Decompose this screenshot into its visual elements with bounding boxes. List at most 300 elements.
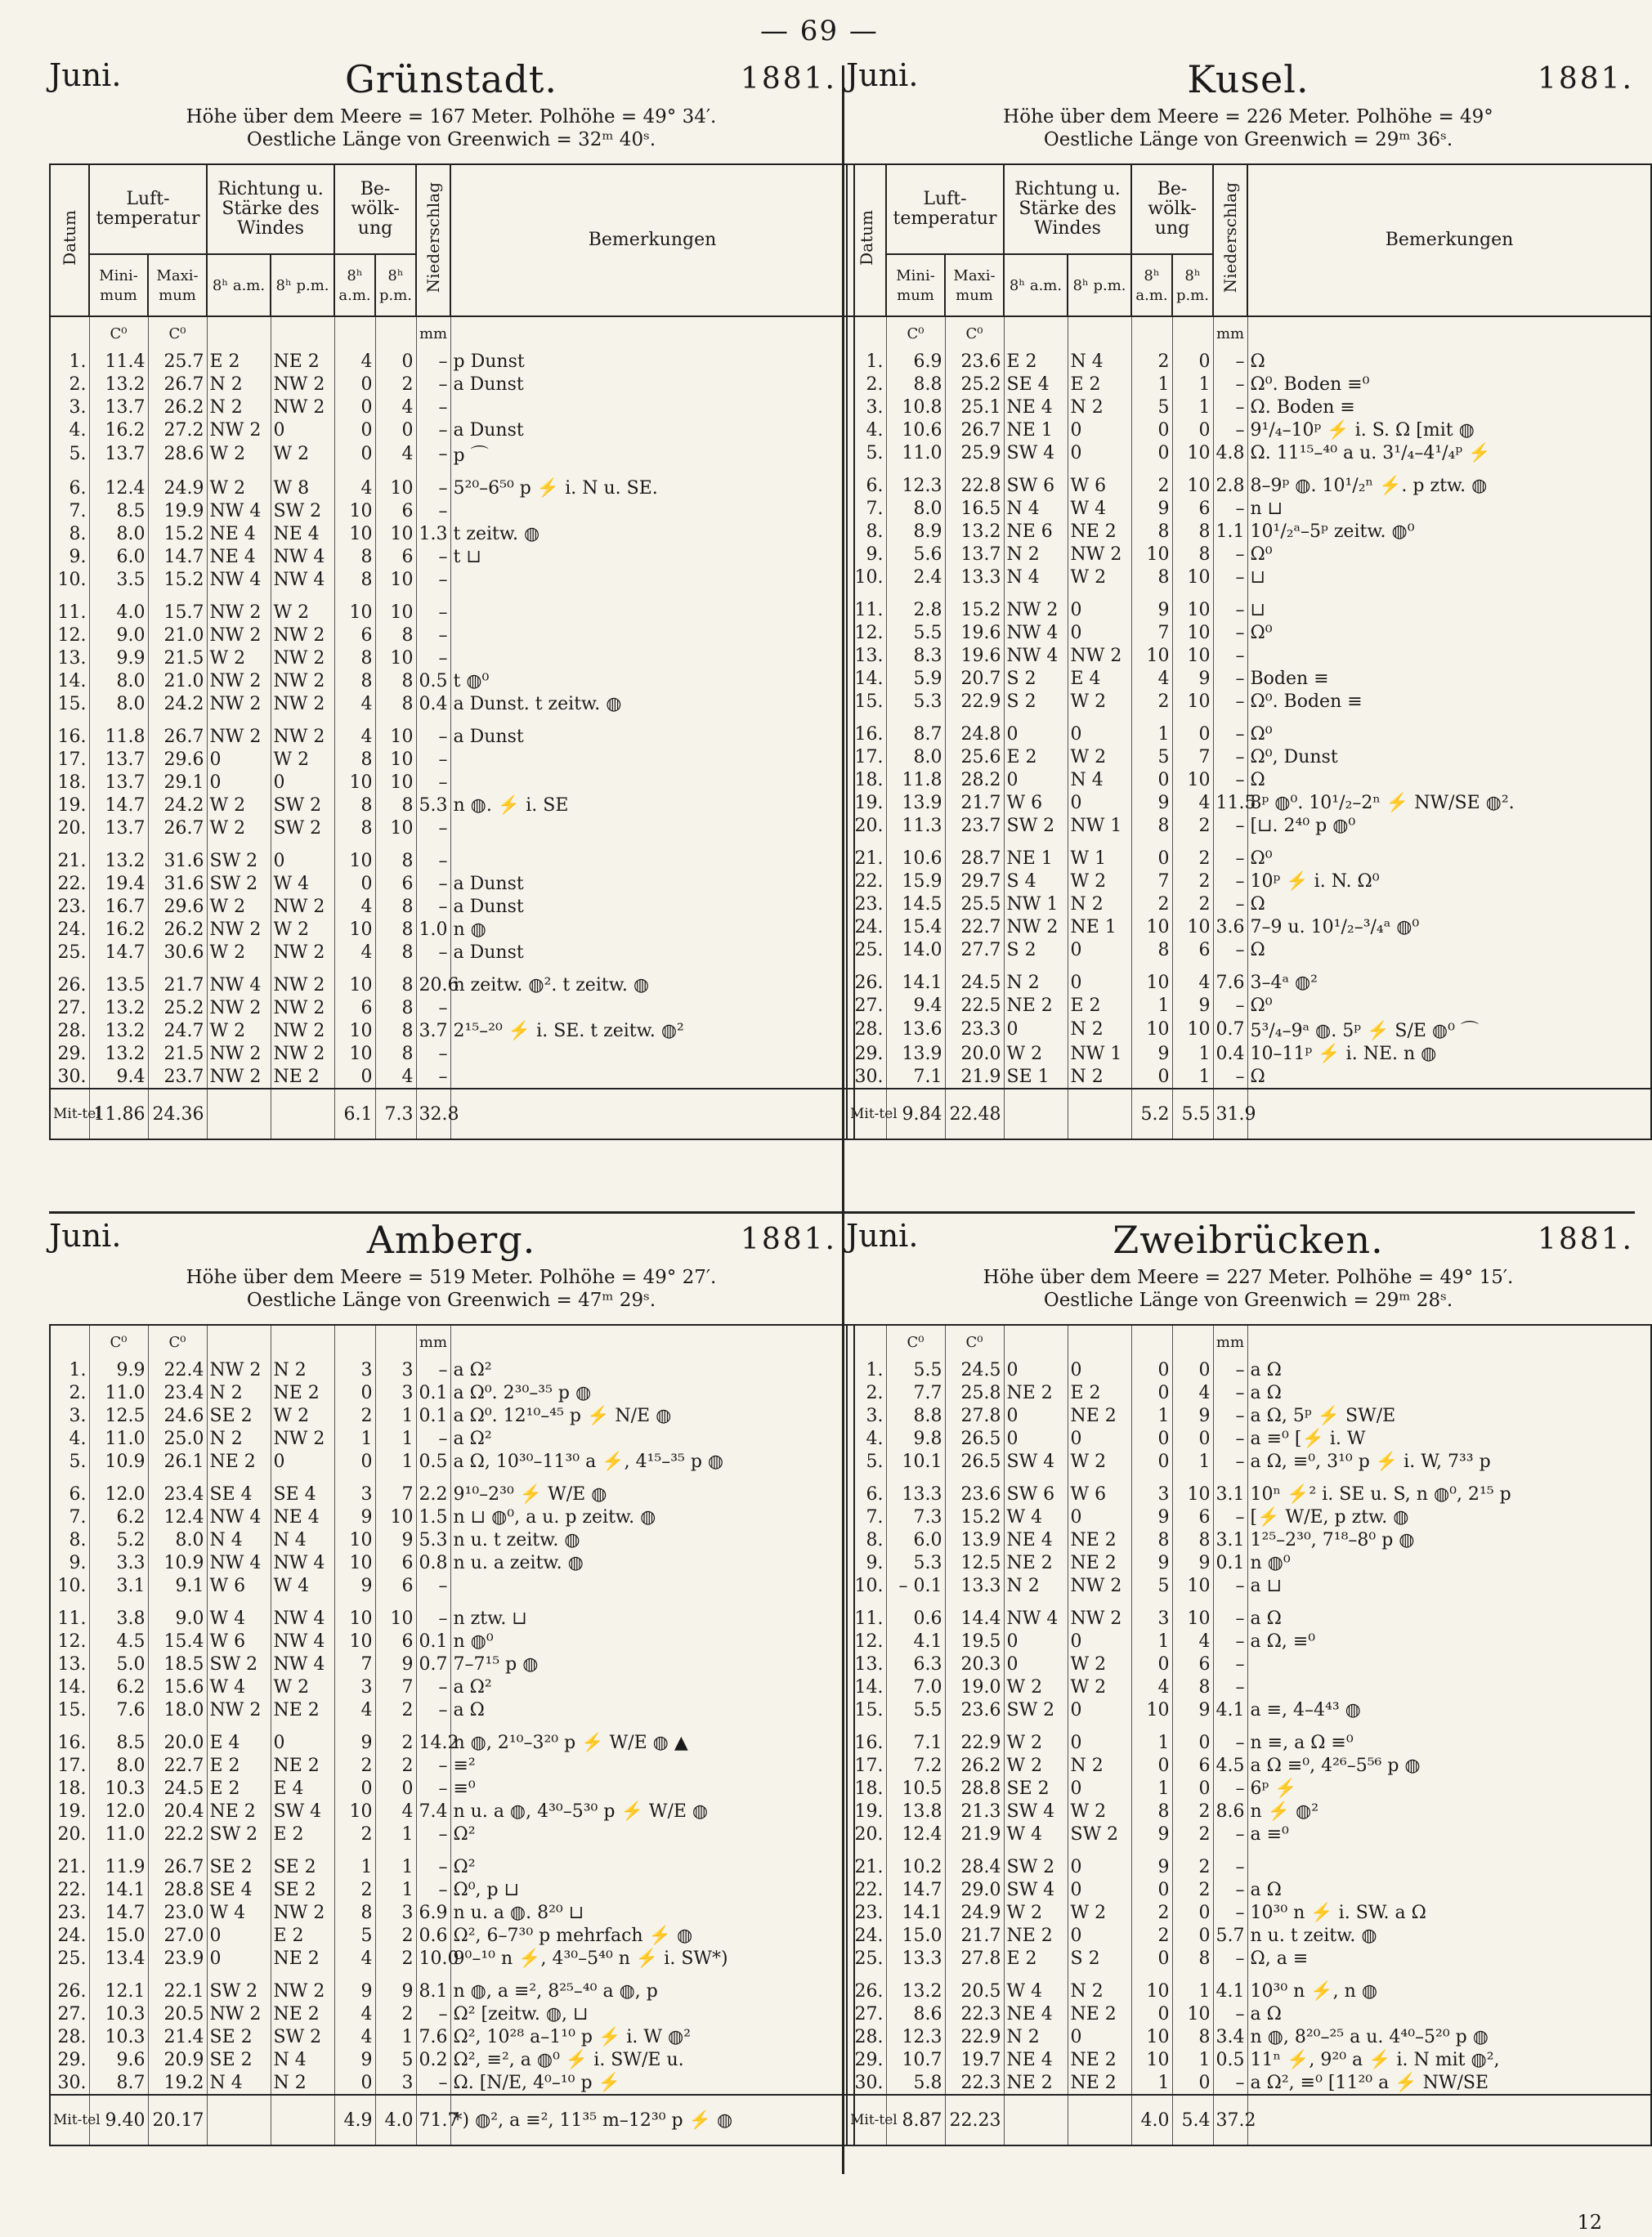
table-cell: 0 (1068, 723, 1131, 745)
table-cell: 2 (1172, 1823, 1213, 1846)
table-row (847, 1042, 1651, 1065)
table-cell (450, 568, 854, 591)
table-cell: – (1213, 2002, 1247, 2025)
table-cell: 0.1 (1213, 1551, 1247, 1574)
table-cell: NE 4 (271, 1506, 334, 1528)
unit-cell (1004, 1325, 1068, 1358)
gap-cell (1068, 1473, 1131, 1483)
table-cell: 21. (854, 848, 884, 869)
table-cell: W 2 (207, 646, 271, 669)
table-cell: 2.2 (416, 1483, 450, 1506)
table-cell: t zeitw. ◍ (450, 522, 854, 545)
table-cell: NW 2 (207, 669, 271, 692)
table-cell: SE 2 (271, 1878, 334, 1901)
table-cell: 22.2 (148, 1823, 207, 1846)
table-row (50, 350, 854, 373)
table-cell: 27.2 (148, 418, 207, 441)
gap-cell (450, 964, 854, 973)
table-cell: W 4 (1004, 1506, 1068, 1528)
table-cell: 0 (1068, 1924, 1131, 1947)
table-cell: 10.9 (89, 1450, 148, 1473)
table-cell: – (416, 748, 450, 771)
table-cell: 10 (1172, 1483, 1213, 1506)
table-cell: 30. (854, 1066, 884, 1087)
table-cell: 3 (375, 1381, 416, 1404)
table-cell: 10 (375, 725, 416, 748)
table-cell: NW 2 (207, 918, 271, 941)
table-cell: W 4 (1004, 1823, 1068, 1846)
table-cell: 5.6 (886, 543, 945, 566)
table-row (847, 1574, 1651, 1597)
table-cell: 1. (69, 1359, 87, 1380)
table-cell: 7.0 (886, 1676, 945, 1698)
header-wind-text: Richtung u. Stärke des Windes (217, 178, 324, 239)
table-cell: 4.1 (1213, 1698, 1247, 1721)
table-cell: 24.8 (945, 723, 1004, 745)
table-cell: 13.5 (89, 973, 148, 996)
table-cell: – (1213, 768, 1247, 791)
table-row (50, 1042, 854, 1065)
table-cell: 0 (1068, 1731, 1131, 1754)
table-cell: n ⚡ ◍² (1247, 1800, 1651, 1823)
table-cell: 28. (854, 2026, 884, 2047)
table-cell: 19. (854, 1801, 884, 1822)
table-cell: E 2 (271, 1924, 334, 1947)
table-cell: Ω⁰ (1247, 621, 1651, 644)
table-row (50, 1980, 854, 2002)
table-cell: NW 2 (207, 418, 271, 441)
table-cell: a Ω², ≡⁰ [11²⁰ a ⚡ NW/SE (1247, 2071, 1651, 2095)
table-cell: 8.9 (886, 520, 945, 543)
table-cell: – (1213, 1855, 1247, 1878)
gap-cell (945, 1473, 1004, 1483)
header-min-text: Mini-mum (896, 266, 935, 304)
table-cell: 8.0 (89, 522, 148, 545)
gap-cell (271, 591, 334, 601)
table-cell: 6.9 (416, 1901, 450, 1924)
table-cell: 8 (375, 895, 416, 918)
table-cell: – (1213, 350, 1247, 373)
table-row (50, 794, 854, 817)
table-cell: 0 (1131, 441, 1172, 464)
gap-cell (1213, 464, 1247, 474)
gap-row (50, 839, 854, 849)
unit-cell (50, 316, 89, 350)
table-cell: 27. (57, 2003, 87, 2024)
gap-cell (1068, 1721, 1131, 1731)
station-name: Amberg. (366, 1218, 536, 1262)
table-cell: 10 (1172, 1574, 1213, 1597)
table-cell: – (1213, 543, 1247, 566)
table-cell: 18. (57, 1778, 87, 1799)
table-cell: 5²⁰–6⁵⁰ p ⚡ i. N u. SE. (450, 476, 854, 499)
table-cell: – (416, 350, 450, 373)
table-cell: 13.9 (945, 1528, 1004, 1551)
table-cell: NE 4 (1004, 396, 1068, 418)
table-cell: E 2 (271, 1823, 334, 1846)
header-bew-pm-text: 8ʰ p.m. (1175, 266, 1210, 304)
table-cell: – (416, 624, 450, 646)
table-cell: SW 2 (1004, 1698, 1068, 1721)
table-cell: 15.2 (945, 598, 1004, 621)
table-cell: W 2 (207, 794, 271, 817)
table-cell: 10ⁿ ⚡² i. SE u. S, n ◍⁰, 2¹⁵ p (1247, 1483, 1651, 1506)
table-cell: 16. (854, 1732, 884, 1753)
gap-cell (847, 837, 886, 847)
table-cell: SW 6 (1004, 474, 1068, 497)
gap-cell (148, 839, 207, 849)
table-cell: 10 (1131, 1698, 1172, 1721)
table-cell: SW 4 (1004, 441, 1068, 464)
table-cell: Ω (1247, 938, 1651, 961)
table-cell: NW 2 (271, 1901, 334, 1924)
table-cell: SW 2 (207, 1653, 271, 1676)
table-cell: 2.8 (1213, 474, 1247, 497)
table-cell: 20. (854, 1823, 884, 1845)
header-bem (1247, 164, 1651, 316)
table-cell: 26.2 (148, 918, 207, 941)
table-row (847, 1800, 1651, 1823)
table-cell: – (1213, 1823, 1247, 1846)
table-cell: – (1213, 1506, 1247, 1528)
header-wind-pm (271, 254, 334, 316)
table-cell: N 4 (271, 1528, 334, 1551)
table-cell: 28.8 (945, 1777, 1004, 1800)
table-cell: 24.2 (148, 794, 207, 817)
table-cell: 0 (1131, 847, 1172, 870)
gap-cell (847, 588, 886, 598)
table-cell: SE 4 (207, 1483, 271, 1506)
gap-cell (1213, 1721, 1247, 1731)
gap-row (50, 715, 854, 725)
table-row (847, 1506, 1651, 1528)
table-row (50, 568, 854, 591)
table-cell: – (416, 872, 450, 895)
table-cell: 0 (1004, 1358, 1068, 1381)
year-label: 1881. (1537, 62, 1634, 96)
table-cell: W 1 (1068, 847, 1131, 870)
table-cell: 12.4 (886, 1823, 945, 1846)
table-cell: 8.0 (89, 1754, 148, 1777)
table-cell: 15.7 (148, 601, 207, 624)
table-cell: 14.1 (89, 1878, 148, 1901)
table-cell: 10 (334, 522, 375, 545)
table-cell: W 4 (207, 1676, 271, 1698)
table-cell: 26.7 (945, 418, 1004, 441)
table-cell: 8 (375, 973, 416, 996)
table-row (50, 1754, 854, 1777)
gap-cell (1247, 1597, 1651, 1607)
table-row (847, 1823, 1651, 1846)
table-cell: 0 (1004, 1630, 1068, 1653)
table-cell: 29.0 (945, 1878, 1004, 1901)
table-cell: 0 (334, 373, 375, 396)
station-name: Kusel. (1187, 57, 1310, 101)
table-cell: – (1213, 1630, 1247, 1653)
table-cell: 15.4 (148, 1630, 207, 1653)
table-cell: 4. (866, 1428, 884, 1449)
table-cell: 6 (375, 872, 416, 895)
table-cell: 9 (375, 1980, 416, 2002)
table-row (50, 1404, 854, 1427)
table-cell: 8.0 (886, 497, 945, 520)
table-cell: 2 (375, 1947, 416, 1970)
table-cell: 29.6 (148, 895, 207, 918)
gap-cell (207, 1473, 271, 1483)
table-cell: E 4 (207, 1731, 271, 1754)
table-cell: 20.9 (148, 2048, 207, 2071)
gap-cell (1004, 1970, 1068, 1980)
table-cell: a Ω, ≡⁰ (1247, 1630, 1651, 1653)
table-cell: n ztw. ⊔ (450, 1607, 854, 1630)
table-cell: SE 2 (207, 2025, 271, 2048)
gap-cell (945, 1721, 1004, 1731)
table-cell: ⊔ (1247, 566, 1651, 588)
gap-cell (416, 1970, 450, 1980)
table-cell: 19. (57, 794, 87, 816)
table-cell: 3.5 (89, 568, 148, 591)
gap-cell (148, 1970, 207, 1980)
table-cell: SW 2 (207, 1980, 271, 2002)
table-cell: 14. (854, 1676, 884, 1698)
table-cell: 8.0 (89, 692, 148, 715)
table-cell: E 2 (1004, 350, 1068, 373)
table-cell: 25.0 (148, 1427, 207, 1450)
unit-cell: C⁰ (148, 1325, 207, 1358)
header-nieder-text: Niederschlag (1220, 182, 1241, 293)
gap-cell (1213, 837, 1247, 847)
table-row (50, 1800, 854, 1823)
gap-cell (1131, 713, 1172, 723)
gap-row (847, 588, 1651, 598)
table-cell: 3 (334, 1483, 375, 1506)
table-cell: 2 (375, 2002, 416, 2025)
table-cell: 14.1 (886, 1901, 945, 1924)
table-cell: 19.7 (945, 2048, 1004, 2071)
table-cell: S 2 (1004, 667, 1068, 690)
table-cell: 12.0 (89, 1483, 148, 1506)
table-cell: 10 (334, 973, 375, 996)
gap-cell (271, 1473, 334, 1483)
table-cell: W 8 (271, 476, 334, 499)
table-cell: 14.7 (89, 794, 148, 817)
header-wind-am-text: 8ʰ a.m. (212, 276, 266, 294)
table-cell: 3.1 (89, 1574, 148, 1597)
table-cell: – (416, 646, 450, 669)
table-cell: 26.5 (945, 1450, 1004, 1473)
table-cell: – (416, 725, 450, 748)
table-cell: 23. (57, 896, 87, 917)
table-cell: 9 (1131, 1042, 1172, 1065)
table-cell: 5.5 (886, 621, 945, 644)
table-cell: 10 (1172, 566, 1213, 588)
table-row (50, 373, 854, 396)
table-cell: 0 (1068, 938, 1131, 961)
table-cell: 11.8 (89, 725, 148, 748)
header-max-text: Maxi-mum (156, 266, 199, 304)
table-cell: NE 6 (1004, 520, 1068, 543)
gap-cell (886, 1846, 945, 1855)
table-cell (450, 1574, 854, 1597)
table-cell: 2 (375, 1731, 416, 1754)
table-cell: 8.5 (89, 1731, 148, 1754)
header-datum-text: Datum (60, 209, 79, 266)
table-cell: 5.3 (886, 690, 945, 713)
table-cell: 6 (1172, 1754, 1213, 1777)
table-cell: SW 4 (1004, 1878, 1068, 1901)
gap-cell (375, 1473, 416, 1483)
table-cell: 10.6 (886, 418, 945, 441)
table-cell: NW 2 (1004, 915, 1068, 938)
table-cell: – (416, 441, 450, 467)
table-cell: 2 (1131, 350, 1172, 373)
table-cell: 8. (866, 1529, 884, 1550)
table-cell: 13.7 (89, 817, 148, 839)
table-cell: n ◍. ⚡ i. SE (450, 794, 854, 817)
table-cell: 6 (1172, 1653, 1213, 1676)
table-row (50, 418, 854, 441)
gap-cell (334, 1721, 375, 1731)
mittel-cell: 11.86 (89, 1089, 148, 1139)
table-cell: 10 (334, 499, 375, 522)
gap-cell (945, 1970, 1004, 1980)
table-cell: NE 2 (1068, 1551, 1131, 1574)
table-cell: 11. (854, 599, 884, 620)
table-row (847, 373, 1651, 396)
table-cell: a ≡⁰ (1247, 1823, 1651, 1846)
table-cell: 8 (375, 692, 416, 715)
table-cell: 23.6 (945, 1698, 1004, 1721)
table-cell: 13.2 (89, 996, 148, 1019)
gap-cell (1213, 1597, 1247, 1607)
station-name: Zweibrücken. (1113, 1218, 1384, 1262)
gap-cell (945, 713, 1004, 723)
mittel-cell (1068, 1089, 1131, 1139)
table-row (50, 973, 854, 996)
table-cell: 3–4ᵃ ◍² (1247, 971, 1651, 994)
table-cell: t ⊔ (450, 545, 854, 568)
units-row (50, 1325, 854, 1358)
table-cell: 13.9 (886, 1042, 945, 1065)
table-cell: NE 2 (271, 2002, 334, 2025)
gap-cell (375, 467, 416, 476)
table-cell: 3.3 (89, 1551, 148, 1574)
gap-cell (50, 1597, 89, 1607)
table-cell: 10. (854, 1575, 884, 1596)
header-bew-am-text: 8ʰ a.m. (338, 266, 371, 304)
table-cell: 0.1 (416, 1630, 450, 1653)
table-cell: 5 (1131, 745, 1172, 768)
table-cell: 28.4 (945, 1855, 1004, 1878)
table-row (847, 971, 1651, 994)
mittel-cell (1004, 2095, 1068, 2145)
table-cell: 10¹/₂ᵃ–5ᵖ zeitw. ◍⁰ (1247, 520, 1651, 543)
gap-cell (945, 464, 1004, 474)
table-cell: NW 2 (207, 601, 271, 624)
gap-cell (1068, 961, 1131, 971)
table-cell: 8.0 (886, 745, 945, 768)
table-cell: a Dunst (450, 373, 854, 396)
table-cell: W 4 (1004, 1980, 1068, 2002)
table-cell: 8.8 (886, 1404, 945, 1427)
table-cell: 8 (334, 669, 375, 692)
mittel-cell: 24.36 (148, 1089, 207, 1139)
header-datum-text: Datum (857, 209, 876, 266)
table-cell: 5 (334, 1924, 375, 1947)
table-cell: 9. (69, 546, 87, 567)
longitude: Oestliche Länge von Greenwich = 32ᵐ 40ˢ. (246, 129, 656, 150)
unit-cell: C⁰ (886, 1325, 945, 1358)
gap-row (847, 961, 1651, 971)
table-cell: 25.2 (945, 373, 1004, 396)
table-cell: 0 (1004, 1653, 1068, 1676)
table-row (847, 1947, 1651, 1970)
table-cell: 4. (866, 419, 884, 441)
table-cell: NE 4 (1004, 2048, 1068, 2071)
gap-cell (50, 964, 89, 973)
table-cell: 7.6 (89, 1698, 148, 1721)
gap-row (50, 1846, 854, 1855)
table-cell: Ω⁰ (1247, 847, 1651, 870)
header-min-text: Mini-mum (99, 266, 138, 304)
gap-cell (886, 1970, 945, 1980)
table-cell: p ⌒ (450, 441, 854, 467)
table-cell: NE 2 (1068, 1404, 1131, 1427)
table-cell: 0 (1172, 1358, 1213, 1381)
altitude-latitude: Höhe über dem Meere = 227 Meter. Polhöhe = 49° 15′. (983, 1267, 1514, 1288)
gap-cell (1213, 1473, 1247, 1483)
table-cell: 0 (334, 1065, 375, 1089)
gap-cell (89, 467, 148, 476)
table-cell: 8 (334, 545, 375, 568)
table-row (847, 1855, 1651, 1878)
table-cell: W 2 (1004, 1731, 1068, 1754)
gap-row (847, 1473, 1651, 1483)
table-cell: 15.6 (148, 1676, 207, 1698)
table-cell: – (1213, 994, 1247, 1017)
table-cell: 2 (334, 1823, 375, 1846)
table-cell: NW 4 (271, 568, 334, 591)
table-cell: – (1213, 1901, 1247, 1924)
table-cell: 10 (1172, 915, 1213, 938)
table-cell: a Dunst. t zeitw. ◍ (450, 692, 854, 715)
table-cell: 0 (1131, 1754, 1172, 1777)
table-cell: 7.7 (886, 1381, 945, 1404)
table-row (50, 545, 854, 568)
unit-cell (1131, 1325, 1172, 1358)
gap-cell (334, 1970, 375, 1980)
table-cell: 9.4 (89, 1065, 148, 1089)
mittel-cell: 22.48 (945, 1089, 1004, 1139)
table-cell: 15.2 (945, 1506, 1004, 1528)
table-cell: – (416, 1042, 450, 1065)
table-cell: NW 4 (271, 1653, 334, 1676)
table-cell: NE 2 (1068, 2002, 1131, 2025)
table-cell: – (416, 418, 450, 441)
gap-cell (886, 713, 945, 723)
table-cell: 3 (334, 1358, 375, 1381)
table-cell: 8–9ᵖ ◍. 10¹/₂ⁿ ⚡. p ztw. ◍ (1247, 474, 1651, 497)
table-cell: 4. (69, 419, 87, 441)
gap-cell (1172, 1846, 1213, 1855)
mittel-cell: 5.5 (1172, 1089, 1213, 1139)
table-cell: – (416, 817, 450, 839)
table-cell: 8. (866, 521, 884, 542)
table-cell: 10 (1172, 1607, 1213, 1630)
gap-cell (271, 1597, 334, 1607)
table-cell: 14.5 (886, 893, 945, 915)
table-cell: 7 (375, 1483, 416, 1506)
